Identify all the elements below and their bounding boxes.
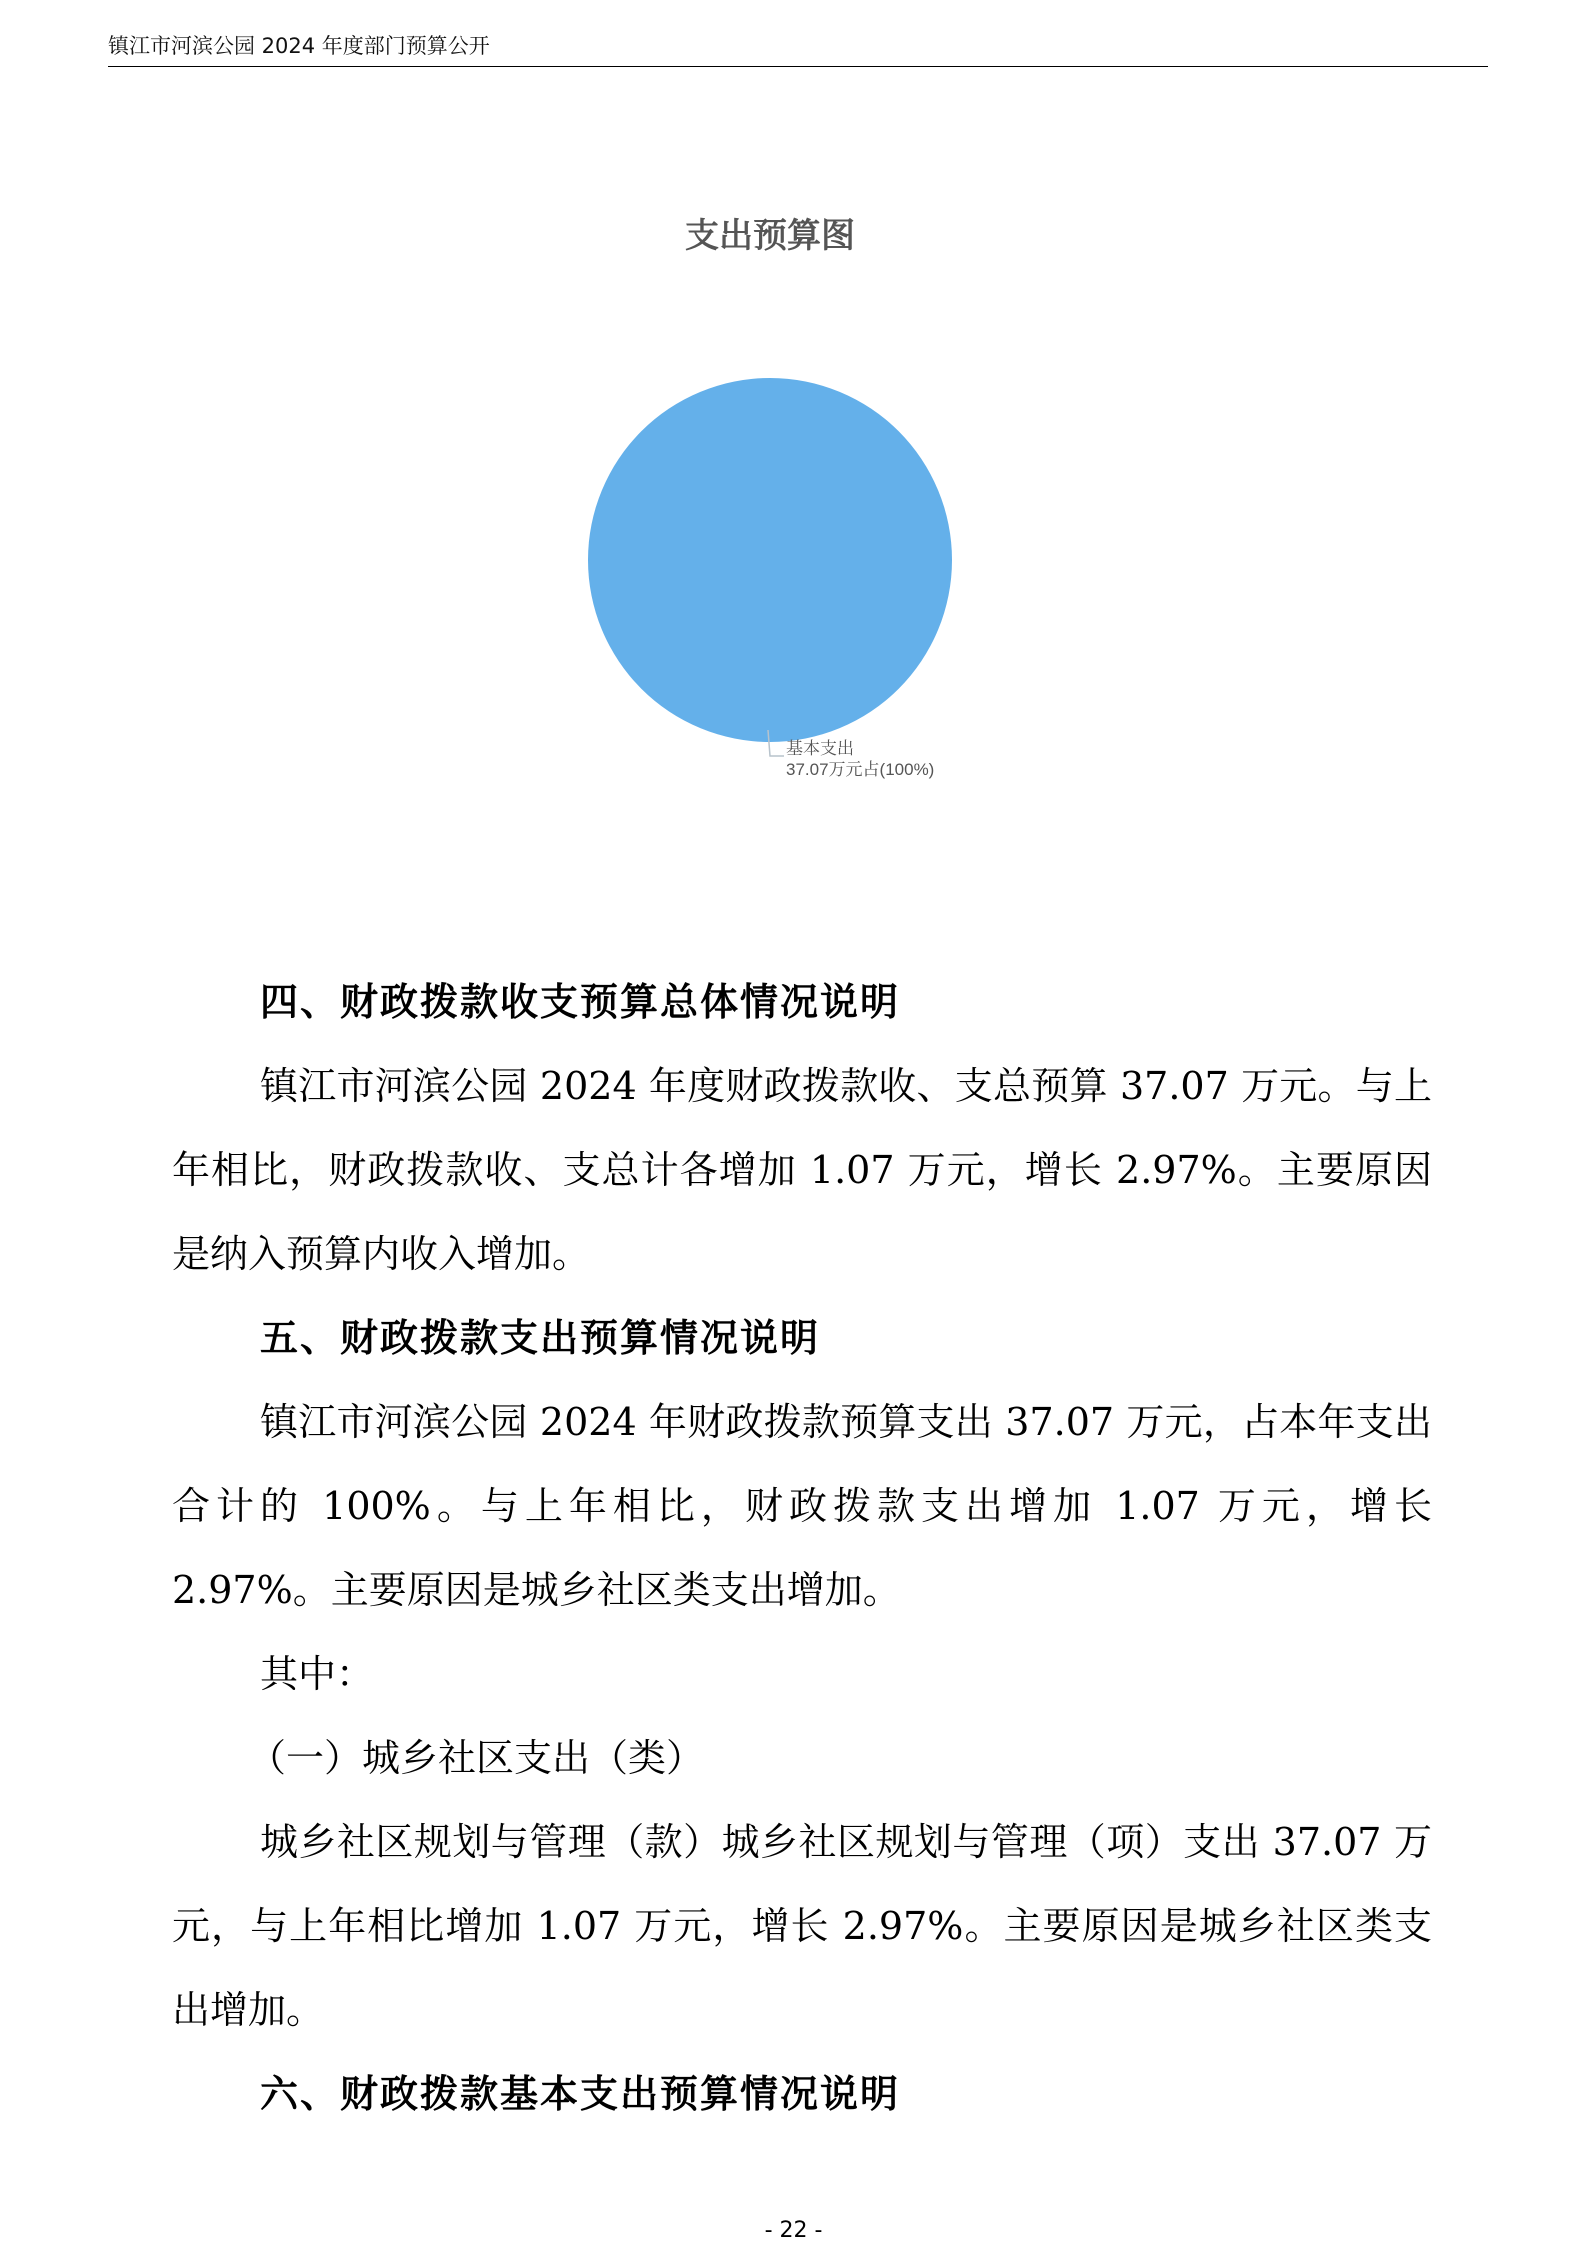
section-heading: 五、财政拨款支出预算情况说明 — [260, 1316, 821, 1360]
paragraph: 镇江市河滨公园 2024 年度财政拨款收、支总预算 37.07 万元。与上年相比，财政拨款收、支总计各增加 1.07 万元，增长 2.97%。主要原因是纳入预算内收入增加。 — [172, 1064, 1432, 1276]
pie-slice-0 — [588, 378, 952, 742]
paragraph: 城乡社区规划与管理（款）城乡社区规划与管理（项）支出 37.07 万元，与上年相比增加 1.07 万元，增长 2.97%。主要原因是城乡社区类支出增加。 — [172, 1820, 1432, 2032]
paragraph: 其中： — [260, 1652, 375, 1696]
paragraph: （一）城乡社区支出（类） — [248, 1736, 705, 1780]
section-heading: 六、财政拨款基本支出预算情况说明 — [260, 2072, 901, 2116]
page-header: 镇江市河滨公园 2024 年度部门预算公开 — [108, 34, 490, 58]
header-divider — [108, 66, 1488, 67]
chart-title: 支出预算图 — [685, 216, 855, 256]
slice-name-label: 基本支出 — [786, 739, 854, 758]
body-text — [172, 960, 1432, 2136]
pie-chart — [560, 370, 1080, 830]
paragraph: 镇江市河滨公园 2024 年财政拨款预算支出 37.07 万元，占本年支出合计的 100%。与上年相比，财政拨款支出增加 1.07 万元，增长 2.97%。主要原因是城乡社区类支出增加。 — [172, 1400, 1432, 1612]
slice-value-label: 37.07万元占(100%) — [786, 760, 935, 779]
page-number: - 22 - — [764, 2218, 823, 2243]
section-heading: 四、财政拨款收支预算总体情况说明 — [260, 980, 901, 1024]
